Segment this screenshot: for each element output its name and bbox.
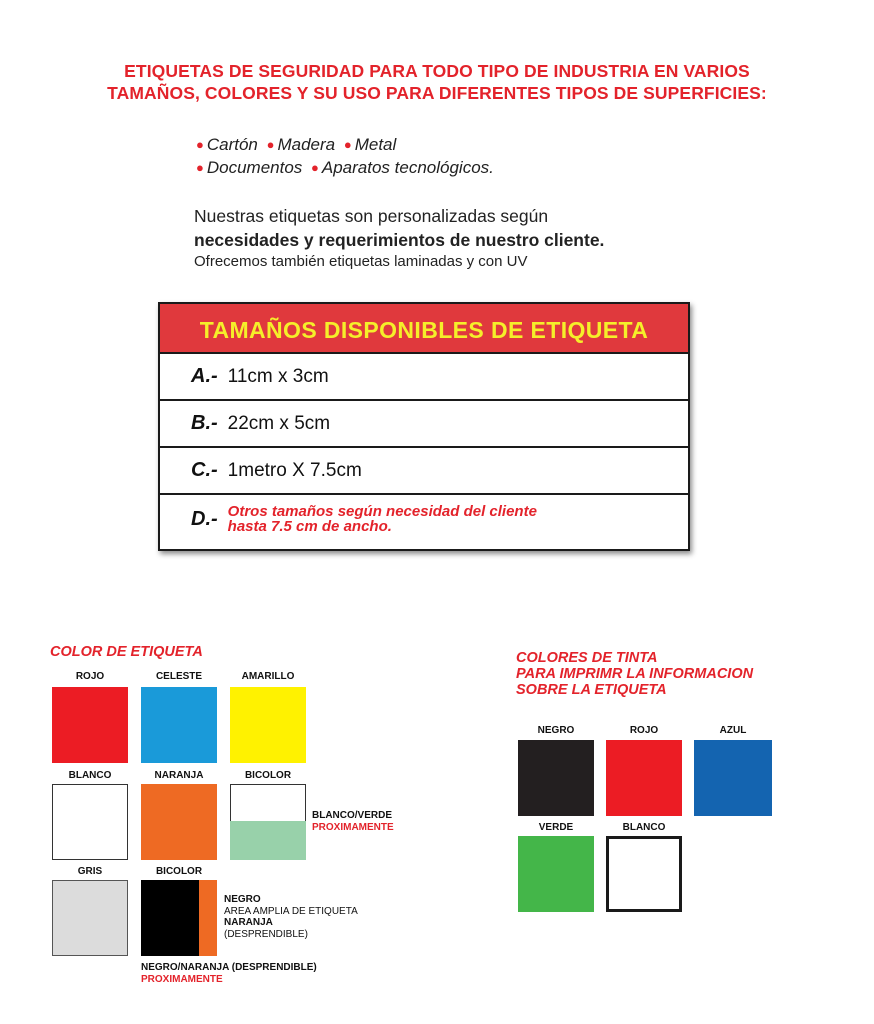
bullet-icon: ●: [196, 137, 204, 152]
swatch-label-bicolor-2: BICOLOR: [155, 866, 203, 877]
surfaces-row-2: [196, 156, 494, 179]
ink-label-azul: AZUL: [719, 725, 747, 736]
size-value: 11cm x 3cm: [227, 365, 329, 387]
intro-line-1: Nuestras etiquetas son personalizadas según: [194, 206, 549, 226]
swatch-label-bicolor-1: BICOLOR: [244, 770, 292, 781]
surfaces-row-1: [196, 133, 494, 156]
ink-label-verde: VERDE: [538, 822, 574, 833]
ink-label-blanco: BLANCO: [622, 822, 666, 833]
bicolor-1-note-line-1: BLANCO/VERDE: [312, 810, 393, 821]
bicolor-2-note-line-3: NARANJA: [224, 917, 273, 928]
surface-item: Documentos: [206, 158, 303, 177]
page-title: [0, 60, 874, 104]
size-letter: B.-: [191, 412, 218, 434]
bullet-icon: ●: [196, 160, 204, 175]
swatch-label-gris: GRIS: [77, 866, 103, 877]
size-letter: C.-: [191, 459, 218, 481]
bicolor-2-note-line-2: AREA AMPLIA DE ETIQUETA: [224, 905, 358, 917]
ink-swatch-azul: [694, 740, 772, 816]
title-line-1: ETIQUETAS DE SEGURIDAD PARA TODO TIPO DE INDUSTRIA EN VARIOS: [124, 61, 750, 81]
ink-swatch-blanco: [606, 836, 682, 912]
bullet-icon: ●: [343, 137, 352, 152]
size-other-line-1: Otros tamaños según necesidad del cliente: [227, 503, 537, 520]
surface-item: Madera: [277, 135, 336, 154]
bicolor-2-note-line-1: NEGRO: [224, 894, 261, 905]
bicolor-1-note-line-2: PROXIMAMENTE: [312, 821, 394, 833]
ink-swatch-negro: [518, 740, 594, 816]
bicolor-top-part: [230, 784, 306, 821]
ink-heading-line-3: SOBRE LA ETIQUETA: [516, 682, 667, 698]
bicolor-2-note-line-4: (DESPRENDIBLE): [224, 928, 308, 940]
bicolor-2-caption: [141, 962, 317, 985]
size-value: 22cm x 5cm: [227, 412, 331, 434]
ink-heading-line-1: COLORES DE TINTA: [516, 650, 658, 666]
swatch-label-blanco: BLANCO: [68, 770, 112, 781]
bicolor-2-caption-line-2: PROXIMAMENTE: [141, 973, 223, 985]
sizes-table: [158, 302, 690, 551]
surface-item: Cartón: [206, 135, 258, 154]
bicolor-2-note: [224, 894, 358, 940]
intro-text: [194, 204, 604, 272]
title-line-2: TAMAÑOS, COLORES Y SU USO PARA DIFERENTES TIPOS DE SUPERFICIES:: [107, 83, 767, 103]
ink-label-negro: NEGRO: [537, 725, 575, 736]
intro-line-3: Ofrecemos también etiquetas laminadas y con UV: [194, 253, 528, 270]
bicolor-bottom-part: [230, 821, 306, 860]
bullet-icon: ●: [311, 160, 319, 175]
swatch-rojo: [52, 687, 128, 763]
size-row-d: [160, 493, 688, 543]
swatch-celeste: [141, 687, 217, 763]
swatch-bicolor-white-green: [230, 784, 306, 860]
swatch-label-celeste: CELESTE: [155, 671, 203, 682]
size-value-other: [228, 504, 537, 534]
surface-item: Metal: [354, 135, 397, 154]
bicolor-1-note: [312, 810, 394, 833]
ink-label-rojo: ROJO: [629, 725, 659, 736]
bicolor-black-part: [141, 880, 199, 956]
intro-line-2: necesidades y requerimientos de nuestro cliente.: [194, 230, 605, 250]
bicolor-orange-part: [199, 880, 217, 956]
swatch-gris: [52, 880, 128, 956]
ink-swatch-verde: [518, 836, 594, 912]
swatch-amarillo: [230, 687, 306, 763]
size-row-b: [160, 399, 688, 446]
ink-swatch-rojo: [606, 740, 682, 816]
swatch-bicolor-black-orange: [141, 880, 217, 956]
swatch-blanco: [52, 784, 128, 860]
size-row-c: [160, 446, 688, 493]
surfaces-list: [196, 133, 494, 179]
surface-item: Aparatos tecnológicos.: [321, 158, 494, 177]
size-letter: D.-: [191, 507, 218, 530]
swatch-label-rojo: ROJO: [75, 671, 105, 682]
size-other-line-2: hasta 7.5 cm de ancho.: [227, 518, 392, 535]
swatch-label-amarillo: AMARILLO: [241, 671, 295, 682]
size-row-a: [160, 352, 688, 399]
size-value: 1metro X 7.5cm: [227, 459, 362, 481]
size-letter: A.-: [191, 365, 218, 387]
sizes-header: TAMAÑOS DISPONIBLES DE ETIQUETA: [160, 304, 688, 352]
swatch-label-naranja: NARANJA: [154, 770, 204, 781]
bullet-icon: ●: [266, 137, 275, 152]
label-colors-heading: COLOR DE ETIQUETA: [50, 644, 203, 660]
swatch-naranja: [141, 784, 217, 860]
ink-heading-line-2: PARA IMPRIMR LA INFORMACION: [516, 666, 754, 682]
ink-colors-heading: [516, 650, 753, 698]
bicolor-2-caption-line-1: NEGRO/NARANJA (DESPRENDIBLE): [141, 962, 317, 973]
